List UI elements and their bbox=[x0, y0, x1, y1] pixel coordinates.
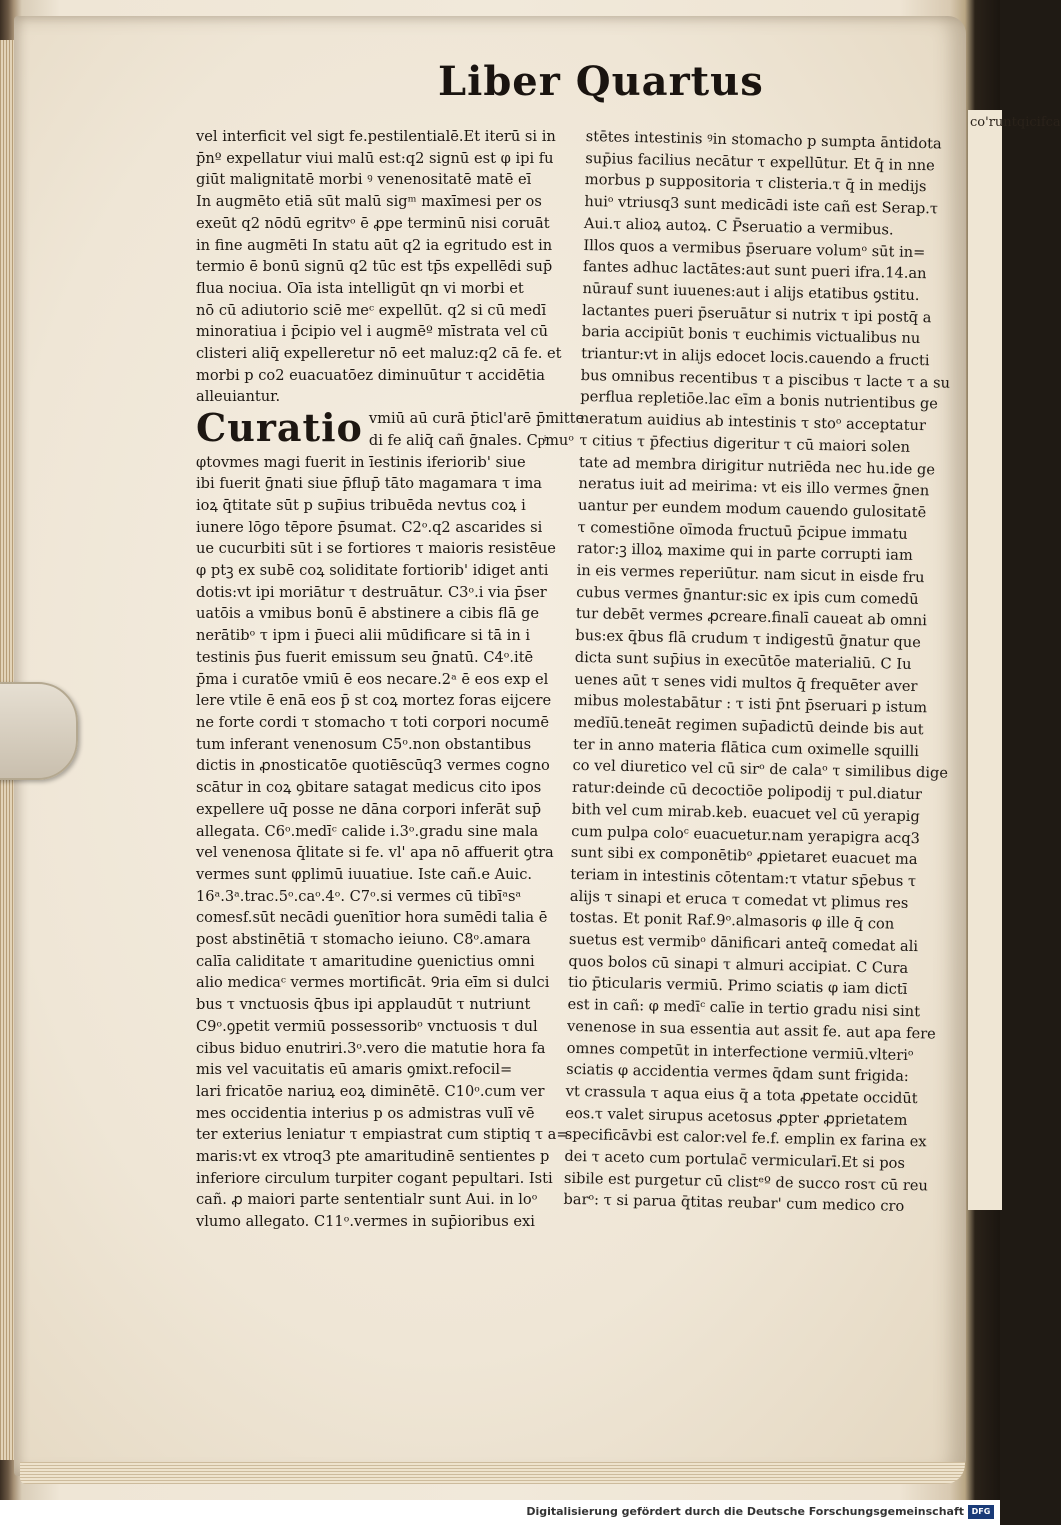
text-line: dicta sunt sup̄ius in execūtōe materialiū. C Iu bbox=[574, 648, 912, 673]
text-line: ioꝝ q̄titate sūt p sup̄ius tribuēda nevtus coꝝ i bbox=[196, 496, 526, 514]
text-line: testinis p̄us fuerit emissum seu ḡnatū. C4ᵒ.itē bbox=[196, 648, 534, 666]
text-line: tostas. Et ponit Raf.9ᵒ.almasoris φ ille q̄ con bbox=[569, 909, 895, 933]
text-line: barᵒ: τ si parua q̄titas reubar' cum medico cro bbox=[563, 1191, 905, 1216]
text-line: vt crassula τ aqua eius q̄ a tota ꝓpetate occidūt bbox=[565, 1082, 918, 1108]
text-line: allegata. C6ᵒ.medīᶜ calide i.3ᵒ.gradu sine mala bbox=[196, 822, 539, 840]
text-line: expellere uq̄ posse ne dāna corpori inferāt sup̄ bbox=[196, 800, 542, 818]
text-line: venenose in sua essentia aut assit fe. aut apa fere bbox=[566, 1017, 936, 1043]
text-line: termio ē bonū signū q2 tūc est tp̄s expellēdi sup̄ bbox=[196, 258, 553, 276]
text-line: specificāvbi est calor:vel fe.f. emplin ex farina ex bbox=[564, 1126, 927, 1151]
text-line: mis vel vacuitatis eū amaris ꝯmixt.refocil= bbox=[196, 1061, 513, 1079]
text-line: perflua repletiōe.lac eīm a bonis nutrientibus ge bbox=[580, 388, 939, 413]
facing-page-fragment bbox=[968, 110, 1061, 1210]
text-fragment: ru bbox=[988, 115, 1004, 130]
text-line: ratur:deinde cū decoctiōe polipodij τ pul.diatur bbox=[571, 778, 923, 804]
text-line: morbi p co2 euacuatōez diminuūtur τ accidētia bbox=[196, 366, 545, 384]
text-line: τ citius τ p̄fectius digeritur τ cū maiori solen bbox=[579, 431, 911, 456]
text-line: nerātibᵒ τ ipm i p̄ueci alii mūdificare si tā in i bbox=[196, 627, 531, 645]
text-line: In augmēto etiā sūt malū sigᵐ maxīmesi per os bbox=[196, 193, 542, 211]
text-line: alio medicaᶜ vermes mortificāt. Ꝯria eīm si dulci bbox=[196, 974, 550, 992]
text-line: φtovmes magi fuerit in īestinis iferiorib' siue bbox=[196, 453, 526, 471]
text-fragment: f bbox=[1040, 115, 1046, 130]
text-line: sibile est purgetur cū clistᵉº de succo rosτ cū reu bbox=[563, 1169, 929, 1195]
text-line: huiᵒ vtriusq3 sunt medicādi iste cañ est Serap.τ bbox=[584, 193, 939, 218]
text-line: φ ptꝫ ex subē coꝝ soliditate fortiorib' idiget anti bbox=[196, 562, 549, 580]
text-line: teriam in intestinis cōtentam:τ vtatur sp̄ebus τ bbox=[570, 865, 917, 890]
text-line: minoratiua i p̄cipio vel i augmēº mīstrata vel cū bbox=[196, 323, 548, 341]
text-line: quos bolos cū sinapi τ almuri accipiat. C Cura bbox=[568, 952, 909, 977]
text-fragment: qi bbox=[1016, 115, 1030, 130]
text-line: cum pulpa coloᶜ euacuetur.nam yerapigra acq3 bbox=[571, 822, 921, 847]
text-line: giūt malignitatē morbi ꝰ venenositatē matē eī bbox=[196, 171, 532, 189]
text-line: tum inferant venenosum C5ᵒ.non obstantibus bbox=[196, 735, 532, 753]
text-line: omnes competūt in interfectione vermiū.vlteriᵒ bbox=[566, 1039, 914, 1064]
text-line: C9ᵒ.ꝯpetit vermiū possessoribᵒ vnctuosis τ dul bbox=[196, 1017, 538, 1035]
text-line: mibus molestabātur : τ isti p̄nt p̄seruari p istum bbox=[573, 692, 928, 717]
text-line: scātur in coꝝ ꝯbitare satagat medicus cito ipos bbox=[196, 779, 542, 797]
text-line: bith vel cum mirab.keb. euacuet vel cū yerapig bbox=[571, 800, 920, 825]
text-column-right bbox=[563, 126, 951, 1218]
text-line: lere vtile ē enā eos p̄ st coꝝ mortez foras eijcere bbox=[196, 692, 552, 710]
text-line: uantur per eundem modum cauendo gulositatē bbox=[577, 496, 927, 522]
footer-credit: Digitalisierung gefördert durch die Deutsche Forschungsgemeinschaft bbox=[526, 1505, 964, 1518]
paragraph-bottom bbox=[196, 452, 568, 1233]
footer-bar bbox=[0, 1500, 1000, 1525]
text-line: inferiore circulum turpiter cogant pepultari. Isti bbox=[196, 1169, 553, 1187]
text-line: tio p̄ticularis vermiū. Primo sciatis φ iam dictī bbox=[567, 974, 908, 999]
text-line: τ comestiōne oīmoda fructuū p̄cipue immatu bbox=[577, 518, 908, 543]
text-line: sciatis φ accidentia vermes q̄dam sunt frigida: bbox=[566, 1061, 909, 1086]
dfg-logo: DFG bbox=[968, 1505, 994, 1519]
text-line: p̄nº expellatur viui malū est:q2 signū est φ ipi fu bbox=[196, 149, 554, 167]
text-line: sup̄ius facilius necātur τ expellūtur. Et q̄ in nne bbox=[585, 149, 935, 175]
initial-word-curatio: Curatio bbox=[196, 405, 363, 451]
text-line: cañ. ꝓ maiori parte sententialr sunt Aui. in loᵒ bbox=[196, 1191, 538, 1209]
text-line: in fine augmēti In statu aūt q2 ia egritudo est in bbox=[196, 236, 553, 254]
running-title: Liber Quartus bbox=[438, 58, 764, 105]
text-fragment: ca bbox=[1045, 115, 1061, 130]
text-line: neratus iuit ad meirima: vt eis illo vermes ḡnen bbox=[578, 475, 930, 500]
text-line: nō cū adiutorio sciē meᶜ expellūt. q2 si cū medī bbox=[196, 301, 547, 319]
text-line: eos.τ valet sirupus acetosus ꝓpter ꝓprietatem bbox=[565, 1104, 908, 1129]
text-line: Aui.τ alioꝝ autoꝝ. C P̄seruatio a vermibus. bbox=[583, 214, 894, 239]
text-line: ibi fuerit ḡnati siue p̄flup̄ tāto magamara τ ima bbox=[196, 475, 543, 493]
paragraph-top bbox=[196, 126, 568, 408]
page-clip bbox=[0, 682, 78, 780]
text-line: dictis in ꝓnosticatōe quotiēscūq3 vermes cogno bbox=[196, 757, 550, 775]
text-line: bus τ vnctuosis q̄bus ipi applaudūt τ nutriunt bbox=[196, 996, 531, 1014]
text-line: lactantes pueri p̄seruātur si nutrix τ ipi postq̄ a bbox=[581, 301, 932, 326]
text-line: in eis vermes reperiūtur. nam sicut in eisde fru bbox=[576, 561, 925, 587]
text-line: stētes intestinis ꝰin stomacho p sumpta āntidota bbox=[585, 127, 942, 153]
text-line: 16ᵃ.3ᵃ.trac.5ᵒ.caᵒ.4ᵒ. C7ᵒ.si vermes cū tibīᵃsᵃ bbox=[196, 887, 522, 905]
text-line: vel interficit vel sigt fe.pestilentialē.Et iterū si in bbox=[196, 128, 556, 145]
text-line: alijs τ sinapi et eruca τ comedat vt plimus res bbox=[569, 887, 909, 912]
text-line: bus omnibus recentibus τ a piscibus τ lacte τ a su bbox=[580, 366, 951, 392]
curatio-section bbox=[196, 405, 585, 451]
text-line: tate ad membra dirigitur nutriēda nec hu.ide ge bbox=[578, 453, 936, 478]
text-line: vlumo allegato. C11ᵒ.vermes in sup̄ioribus exi bbox=[196, 1213, 535, 1231]
text-line: morbus p suppositoria τ clisteria.τ q̄ in medijs bbox=[584, 171, 927, 196]
text-line: ne forte cordi τ stomacho τ toti corpori nocumē bbox=[196, 713, 550, 731]
text-line: exeūt q2 nōdū egritvᵒ ē ꝓpe terminū nisi coruāt bbox=[196, 214, 550, 232]
text-line: uatōis a vmibus bonū ē abstinere a cibis flā ge bbox=[196, 605, 540, 623]
text-line: clisteri aliq̄ expelleretur nō eet maluz:q2 cā fe. et bbox=[196, 345, 562, 363]
text-line: maris:vt ex vtroq3 pte amaritudinē sentientes p bbox=[196, 1148, 550, 1166]
text-line: baria accipiūt bonis τ euchimis victualibus nu bbox=[581, 323, 921, 348]
text-line: bus:ex q̄bus flā crudum τ indigestū ḡnatur que bbox=[575, 627, 921, 652]
text-line: cibus biduo enutriri.3ᵒ.vero die matutie hora fa bbox=[196, 1039, 546, 1057]
text-line: alleuiantur. bbox=[196, 388, 281, 406]
text-line: rator:ꝫ illoꝝ maxime qui in parte corrupti iam bbox=[576, 540, 913, 565]
text-fragment: co' bbox=[970, 115, 989, 130]
page-edges-bottom bbox=[20, 1462, 965, 1484]
text-line: p̄ma i curatōe vmiū ē eos necare.2ᵃ ē eos exp el bbox=[196, 670, 549, 688]
text-line: tur debēt vermes ꝓcreare.finalī caueat ab omni bbox=[575, 605, 928, 630]
text-line: triantur:vt in alijs edocet locis.cauendo a fructi bbox=[581, 344, 930, 370]
text-line: vermes sunt φplimū iuuatiue. Iste cañ.e Auic. bbox=[196, 865, 533, 883]
text-line: vel venenosa q̄litate si fe. vl' apa nō affuerit ꝯtra bbox=[196, 844, 554, 862]
text-line: fantes adhuc lactātes:aut sunt pueri ifra.14.an bbox=[582, 258, 927, 283]
text-line: iunere lōgo tēpore p̄sumat. C2ᵒ.q2 ascarides si bbox=[196, 518, 543, 536]
text-line: vmiū aū curā p̄ticl'arē p̄mitte bbox=[368, 410, 585, 428]
text-line: ue cucurbiti sūt i se fortiores τ maioris resistēue bbox=[196, 540, 556, 558]
text-fragment: ci bbox=[1029, 115, 1041, 130]
text-line: suetus est vermibᵒ dānificari anteq̄ comedat ali bbox=[568, 930, 919, 956]
text-line: lari fricatōe nariuꝝ eoꝝ diminētē. C10ᵒ.cum ver bbox=[196, 1082, 545, 1100]
text-fragment: nt bbox=[1003, 115, 1017, 130]
text-line: post abstinētiā τ stomacho ieiuno. C8ᵒ.amara bbox=[196, 931, 531, 949]
text-line: comesf.sūt necādi ꝯuenītior hora sumēdi talia ē bbox=[196, 909, 548, 927]
text-line: cubus vermes ḡnantur:sic ex ipis cum comedū bbox=[576, 583, 919, 608]
text-line: calīa caliditate τ amaritudine ꝯuenictius omni bbox=[196, 952, 535, 970]
text-line: neratum auidius ab intestinis τ stoᵒ acceptatur bbox=[579, 410, 927, 435]
text-line: flua nociua. Oīa ista intelligūt qn vi morbi et bbox=[196, 279, 524, 297]
text-line: dotis:vt ipi moriātur τ destruātur. C3ᵒ.i via p̄ser bbox=[196, 583, 547, 601]
text-line: medīū.teneāt regimen sup̄adictū deinde bis aut bbox=[573, 713, 924, 739]
text-column-left bbox=[196, 126, 585, 1233]
text-line: nūrauf sunt iuuenes:aut i alijs etatibus ꝯstitu. bbox=[582, 279, 920, 304]
text-line: est in cañ: φ medīᶜ calīe in tertio gradu nisi sint bbox=[567, 995, 921, 1021]
text-line: sunt sibi ex componētibᵒ ꝓpietaret euacuet ma bbox=[570, 844, 918, 869]
text-line: ter exterius leniatur τ empiastrat cum stiptiq τ a= bbox=[196, 1126, 569, 1144]
text-line: di fe aliq̄ cañ ḡnales. Cpͥmuᵒ bbox=[368, 431, 574, 449]
text-line: ter in anno materia flātica cum oximelle squilli bbox=[572, 735, 920, 760]
text-line: Illos quos a vermibus p̄seruare volumᵒ sūt in= bbox=[583, 236, 926, 261]
text-line: uenes aūt τ senes vidi multos q̄ frequēter aver bbox=[574, 670, 918, 695]
text-line: dei τ aceto cum portulac̄ vermicularī.Et si pos bbox=[564, 1147, 906, 1172]
text-line: mes occidentia interius p os admistras vulī vē bbox=[196, 1104, 535, 1122]
text-line: co vel diuretico vel cū sirᵒ de calaᵒ τ similibus dige bbox=[572, 757, 949, 783]
